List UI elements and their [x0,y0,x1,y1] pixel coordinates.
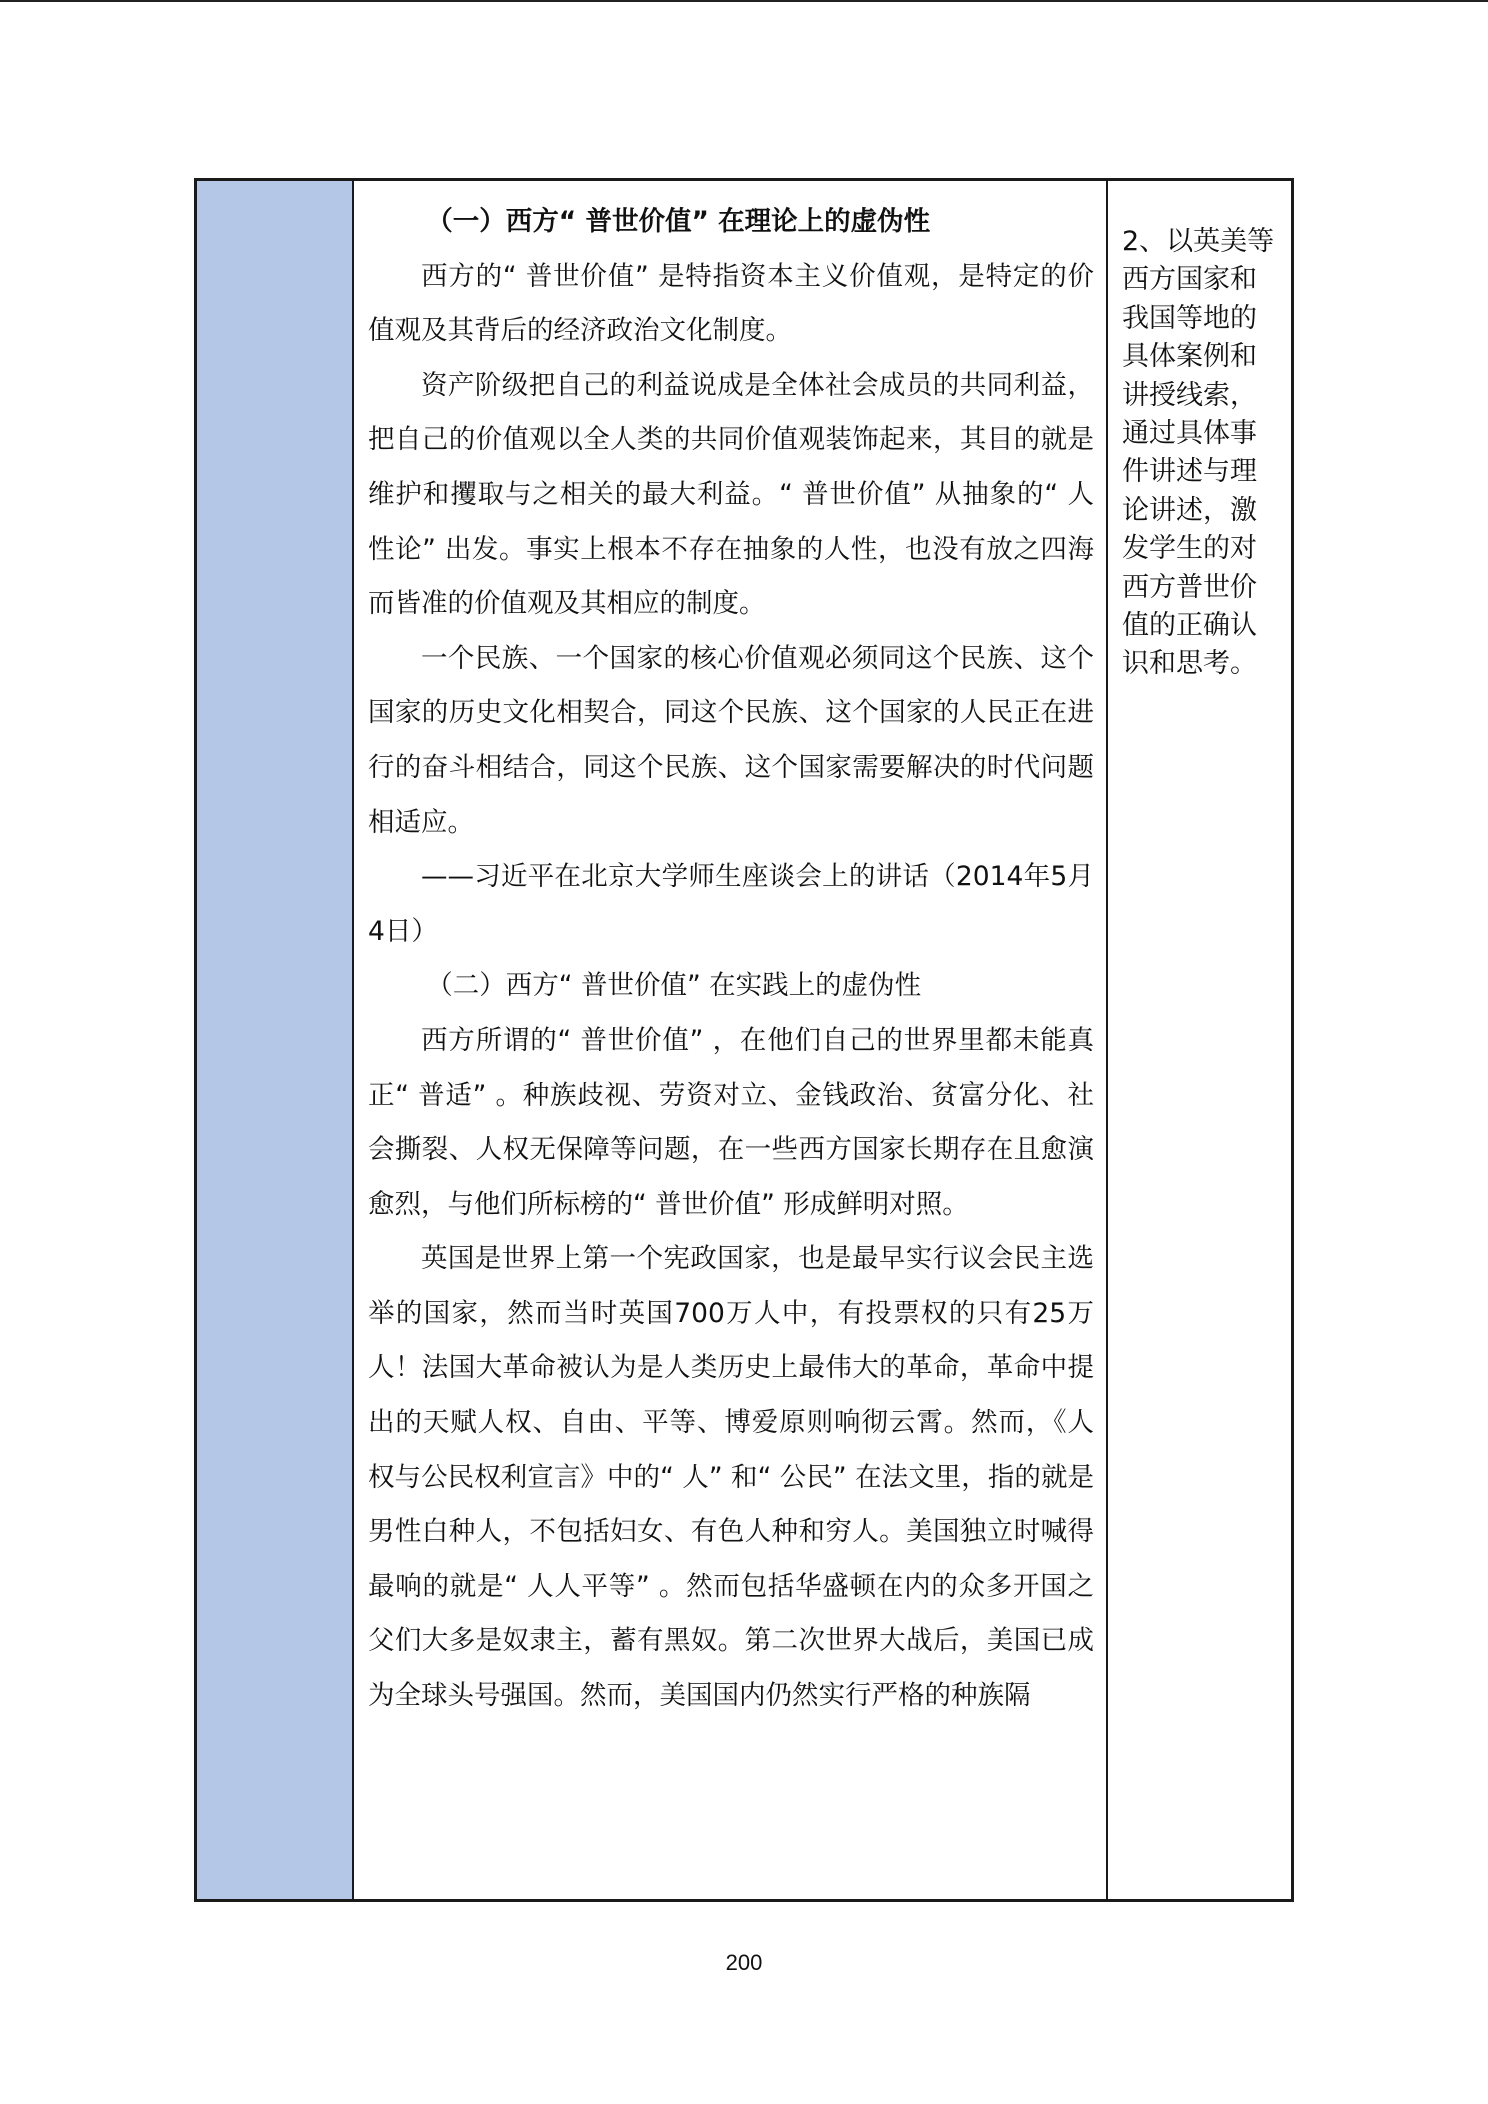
quote-core-values: 一个民族、一个国家的核心价值观必须同这个民族、这个国家的历史文化相契合，同这个民族、这个国家的人民正在进行的奋斗相结合，同这个民族、这个国家需要解决的时代问题相适应。 [368,642,1094,838]
teaching-note-column [1108,181,1291,1899]
paragraph-practice-problems: 西方所谓的“ 普世价值” ，在他们自己的世界里都未能真正“ 普适” 。种族歧视、劳资对立、金钱政治、贫富分化、社会撕裂、人权无保障等问题，在一些西方国家长期存在且愈演愈烈，与他们所标榜的“ 普世价值” 形成鲜明对照。 [368,1024,1094,1220]
teaching-note: 2、以英美等西方国家和我国等地的具体案例和讲授线索，通过具体事件讲述与理论讲述，激发学生的对西方普世价值的正确认识和思考。 [1122,226,1275,680]
section-heading-practice: （二）西方“ 普世价值” 在实践上的虚伪性 [426,970,922,1002]
section-label-column [197,181,354,1899]
paragraph-bourgeois-interest: 资产阶级把自己的利益说成是全体社会成员的共同利益，把自己的价值观以全人类的共同价值观装饰起来，其目的就是维护和攫取与之相关的最大利益。“ 普世价值” 从抽象的“ 人性论” 出发。事实上根本不存在抽象的人性，也没有放之四海而皆准的价值观及其相应的制度。 [368,369,1094,620]
lesson-table [194,178,1294,1902]
content-column [354,181,1108,1899]
quote-source: ——习近平在北京大学师生座谈会上的讲话（2014年5月4日） [368,861,1094,947]
paragraph-definition: 西方的“ 普世价值” 是特指资本主义价值观，是特定的价值观及其背后的经济政治文化制度。 [368,260,1094,347]
page-number: 200 [725,1950,763,1975]
paragraph-historical-examples: 英国是世界上第一个宪政国家，也是最早实行议会民主选举的国家，然而当时英国700万人中，有投票权的只有25万人！法国大革命被认为是人类历史上最伟大的革命，革命中提出的天赋人权、自由、平等、博爱原则响彻云霄。然而，《人权与公民权利宣言》中的“ 人” 和“ 公民” 在法文里，指的就是男性白种人，不包括妇女、有色人种和穷人。美国独立时喊得最响的就是“ 人人平等” 。然而包括华盛顿在内的众多开国之父们大多是奴隶主，蓄有黑奴。第二次世界大战后，美国已成为全球头号强国。然而，美国国内仍然实行严格的种族隔 [368,1243,1094,1712]
section-heading-theory: （一）西方“ 普世价值” 在理论上的虚伪性 [426,206,931,237]
page-top-rule [0,0,1488,2]
